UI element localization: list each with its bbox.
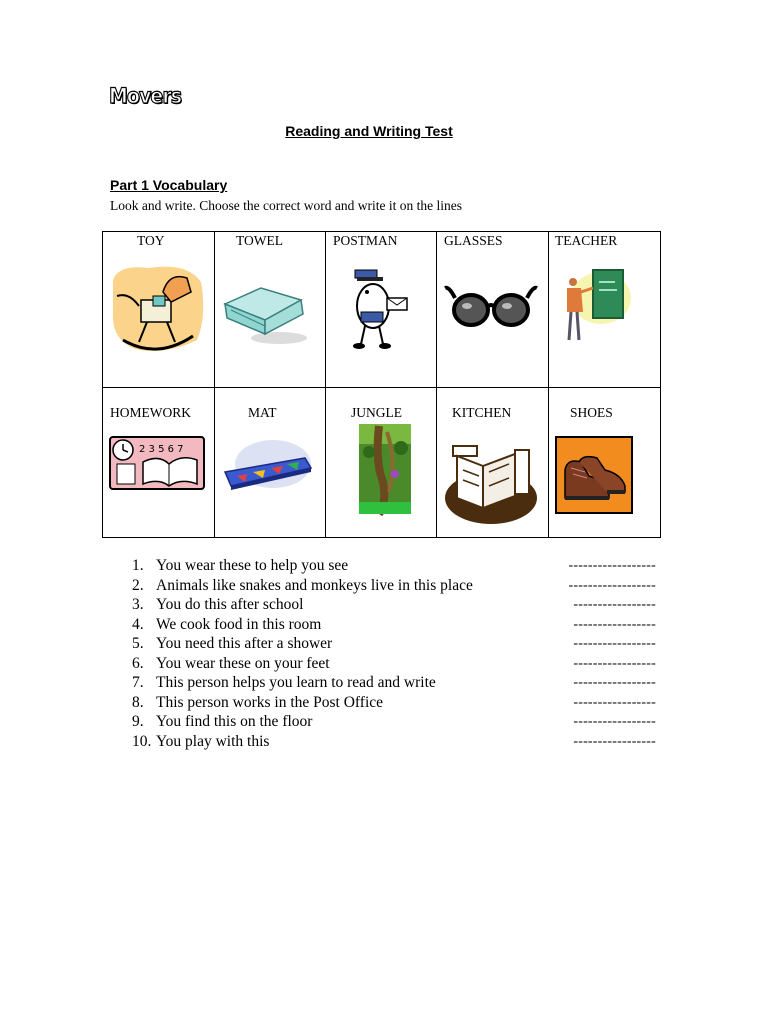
question-number: 6. (132, 654, 144, 672)
question-number: 5. (132, 635, 144, 652)
question-number: 1. (132, 557, 144, 574)
toy-rocking-horse-icon (109, 262, 205, 358)
word-mat: MAT (248, 405, 277, 420)
question-list (132, 556, 662, 751)
answer-line[interactable]: ----------------- (573, 675, 656, 690)
answer-line[interactable]: ----------------- (573, 616, 656, 632)
question-number: 7. (132, 674, 144, 691)
question-row (132, 693, 662, 713)
word-homework: HOMEWORK (110, 405, 191, 420)
answer-line[interactable]: ------------------ (568, 558, 656, 573)
answer-line[interactable]: ----------------- (573, 714, 656, 729)
question-text: We cook food in this room (156, 615, 322, 633)
svg-text:2 3 5 6 7: 2 3 5 6 7 (139, 444, 184, 455)
vocabulary-grid (102, 231, 661, 538)
word-towel: TOWEL (236, 233, 283, 248)
word-kitchen: KITCHEN (452, 405, 512, 420)
instructions: Look and write. Choose the correct word and write it on the lines (110, 198, 463, 213)
question-row (132, 576, 662, 596)
answer-line[interactable]: ----------------- (573, 597, 656, 612)
question-text: You find this on the floor (156, 713, 313, 730)
word-glasses: GLASSES (444, 233, 503, 248)
question-number: 2. (132, 576, 144, 594)
word-teacher: TEACHER (555, 233, 618, 248)
question-text: This person works in the Post Office (156, 693, 384, 711)
answer-line[interactable]: ----------------- (573, 694, 656, 710)
glasses-icon (443, 284, 539, 328)
page-title: Reading and Writing Test (285, 123, 453, 139)
question-text: You wear these to help you see (156, 557, 349, 574)
homework-icon (109, 436, 205, 490)
question-number: 4. (132, 615, 144, 633)
question-text: You need this after a shower (156, 635, 333, 652)
question-row (132, 634, 662, 654)
question-row (132, 712, 662, 732)
question-row (132, 673, 662, 693)
towel-icon (221, 280, 311, 346)
question-row (132, 595, 662, 615)
word-jungle: JUNGLE (351, 405, 402, 420)
mat-icon (219, 436, 315, 506)
postman-icon (347, 268, 411, 350)
question-number: 8. (132, 693, 144, 711)
question-text: You play with this (156, 732, 270, 750)
word-postman: POSTMAN (333, 233, 398, 248)
word-shoes: SHOES (570, 405, 613, 420)
question-row (132, 556, 662, 576)
part-heading: Part 1 Vocabulary (110, 177, 228, 193)
question-text: You wear these on your feet (156, 654, 330, 672)
question-text: Animals like snakes and monkeys live in this place (156, 576, 473, 594)
word-toy: TOY (137, 233, 165, 248)
question-row (132, 654, 662, 674)
teacher-icon (559, 268, 631, 348)
answer-line[interactable]: ------------------ (568, 577, 656, 593)
question-number: 9. (132, 713, 144, 730)
question-number: 3. (132, 596, 144, 613)
question-number: 10. (132, 732, 152, 750)
question-text: This person helps you learn to read and write (156, 674, 436, 691)
movers-logo: Movers (109, 84, 182, 108)
answer-line[interactable]: ----------------- (573, 636, 656, 651)
answer-line[interactable]: ----------------- (573, 655, 656, 671)
question-row (132, 732, 662, 752)
answer-line[interactable]: ----------------- (573, 733, 656, 749)
shoes-icon (555, 436, 633, 514)
jungle-icon (357, 422, 413, 516)
kitchen-icon (443, 436, 537, 526)
question-row (132, 615, 662, 635)
question-text: You do this after school (156, 596, 304, 613)
